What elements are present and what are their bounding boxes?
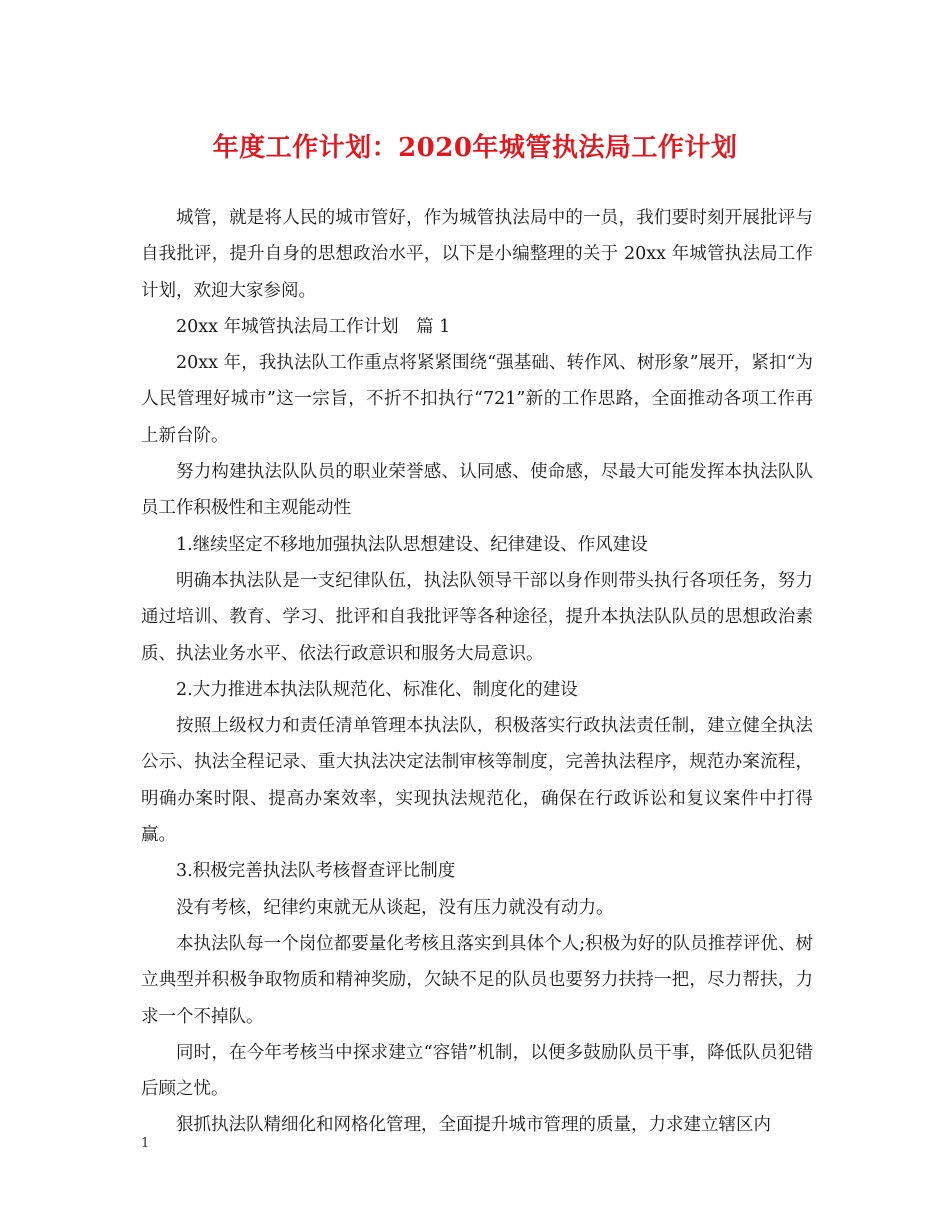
document-title: 年度工作计划：2020年城管执法局工作计划 [212, 133, 738, 163]
paragraph: 努力构建执法队队员的职业荣誉感、认同感、使命感，尽最大可能发挥本执法队队员工作积极性和主观能动性 [141, 462, 813, 519]
paragraph-intro: 城管，就是将人民的城市管好，作为城管执法局中的一员，我们要时刻开展批评与自我批评，提升自身的思想政治水平，以下是小编整理的关于 20xx 年城管执法局工作计划，欢迎大家参阅。 [141, 208, 813, 301]
paragraph-section-heading: 20xx 年城管执法局工作计划 篇 1 [176, 316, 451, 337]
paragraph: 按照上级权力和责任清单管理本执法队，积极落实行政执法责任制，建立健全执法公示、执法全程记录、重大执法决定法制审核等制度，完善执法程序，规范办案流程，明确办案时限、提高办案效率，实现执法规范化，确保在行政诉讼和复议案件中打得赢。 [141, 716, 813, 846]
paragraph: 明确本执法队是一支纪律队伍，执法队领导干部以身作则带头执行各项任务，努力通过培训、教育、学习、批评和自我批评等各种途径，提升本执法队队员的思想政治素质、执法业务水平、依法行政意识和服务大局意识。 [141, 570, 813, 664]
paragraph: 本执法队每一个岗位都要量化考核且落实到具体个人;积极为好的队员推荐评优、树立典型并积极争取物质和精神奖励，欠缺不足的队员也要努力扶持一把，尽力帮扶，力求一个不掉队。 [141, 933, 813, 1027]
page-number: 1 [141, 1136, 150, 1151]
paragraph-heading-2: 2.大力推进本执法队规范化、标准化、制度化的建设 [176, 679, 578, 700]
paragraph: 狠抓执法队精细化和网格化管理，全面提升城市管理的质量，力求建立辖区内 [176, 1115, 771, 1136]
paragraph: 同时，在今年考核当中探求建立“容错”机制，以便多鼓励队员干事，降低队员犯错后顾之忧。 [141, 1042, 813, 1100]
paragraph: 20xx 年，我执法队工作重点将紧紧围绕“强基础、转作风、树形象”展开，紧扣“为人民管理好城市”这一宗旨，不折不扣执行“721”新的工作思路，全面推动各项工作再上新台阶。 [141, 353, 813, 446]
paragraph: 没有考核，纪律约束就无从谈起，没有压力就没有动力。 [176, 897, 614, 918]
paragraph-heading-1: 1.继续坚定不移地加强执法队思想建设、纪律建设、作风建设 [176, 534, 648, 555]
paragraph-heading-3: 3.积极完善执法队考核督查评比制度 [176, 861, 456, 882]
document-body [141, 200, 813, 1144]
